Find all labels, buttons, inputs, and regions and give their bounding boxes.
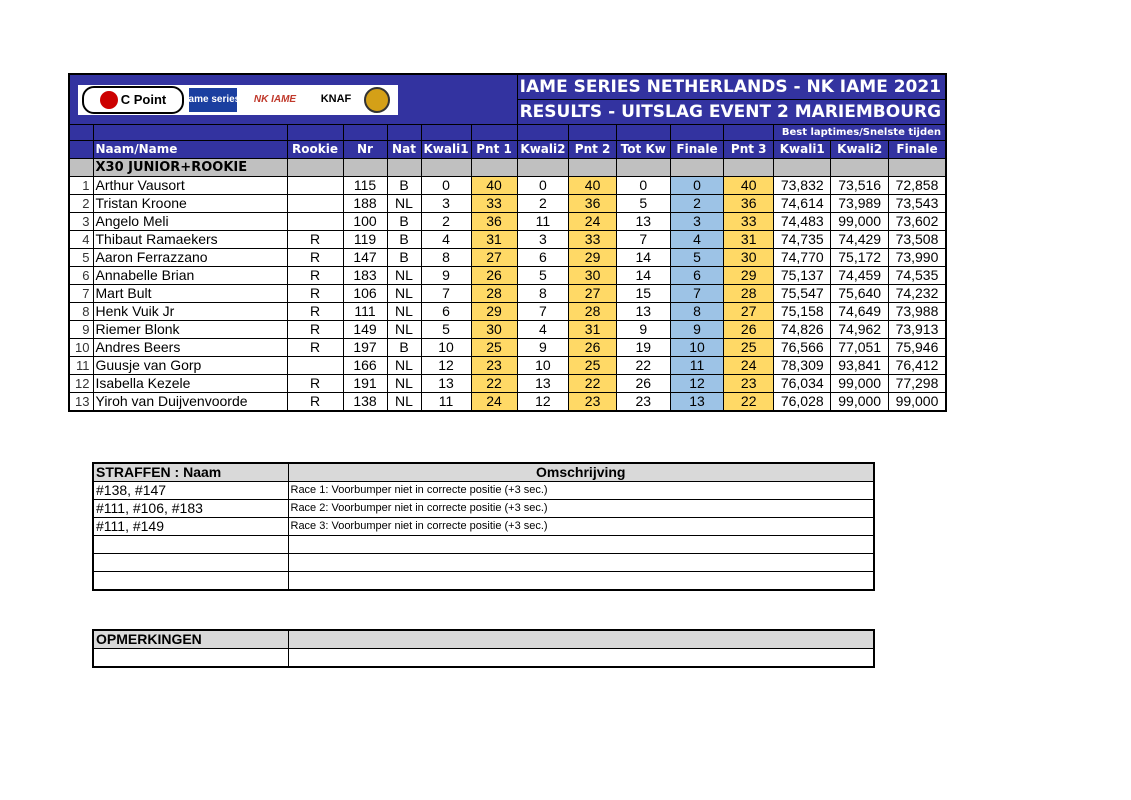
cell-pos: 5 <box>69 249 93 267</box>
cell-rookie <box>287 357 343 375</box>
cell-pos: 3 <box>69 213 93 231</box>
penalty-row <box>93 482 874 500</box>
cell-tot-kw: 14 <box>616 249 670 267</box>
cell-best-kwali2: 99,000 <box>831 375 888 393</box>
cell-nat: NL <box>387 285 421 303</box>
cell-best-finale: 73,602 <box>888 213 946 231</box>
cell-name: Isabella Kezele <box>93 375 287 393</box>
cell-kwali2: 7 <box>517 303 569 321</box>
penalty-name <box>93 554 288 572</box>
cell-best-kwali1: 75,158 <box>774 303 831 321</box>
cell-best-kwali2: 74,459 <box>831 267 888 285</box>
col-kwali1: Kwali1 <box>421 141 471 159</box>
nk-iame-logo: NK IAME <box>253 94 297 105</box>
cell-nr: 183 <box>343 267 387 285</box>
title-line-2: RESULTS - UITSLAG EVENT 2 MARIEMBOURG <box>517 100 946 125</box>
cell-tot-kw: 0 <box>616 177 670 195</box>
category-row <box>69 159 946 177</box>
cell-nr: 100 <box>343 213 387 231</box>
cell-rookie: R <box>287 249 343 267</box>
cell-rookie: R <box>287 339 343 357</box>
title-line-1: IAME SERIES NETHERLANDS - NK IAME 2021 <box>517 74 946 100</box>
result-row <box>69 357 946 375</box>
cell-finale: 6 <box>670 267 724 285</box>
cell-kwali2: 9 <box>517 339 569 357</box>
cell-finale: 2 <box>670 195 724 213</box>
cell-kwali2: 5 <box>517 267 569 285</box>
cell-pos: 9 <box>69 321 93 339</box>
cell-best-kwali1: 75,547 <box>774 285 831 303</box>
cell-pnt2: 40 <box>569 177 617 195</box>
cell-name: Tristan Kroone <box>93 195 287 213</box>
cell-pnt1: 24 <box>471 393 517 412</box>
cell-best-kwali2: 93,841 <box>831 357 888 375</box>
iame-series-logo: iame series <box>189 88 237 112</box>
cell-best-finale: 74,535 <box>888 267 946 285</box>
cell-nat: NL <box>387 303 421 321</box>
cell-nr: 191 <box>343 375 387 393</box>
cell-best-kwali2: 73,989 <box>831 195 888 213</box>
cell-pnt1: 36 <box>471 213 517 231</box>
cell-nat: B <box>387 231 421 249</box>
penalty-name: #111, #149 <box>93 518 288 536</box>
cell-pnt1: 22 <box>471 375 517 393</box>
cell-nat: NL <box>387 321 421 339</box>
cell-kwali1: 9 <box>421 267 471 285</box>
cell-best-kwali2: 75,640 <box>831 285 888 303</box>
cell-pnt1: 23 <box>471 357 517 375</box>
cell-name: Mart Bult <box>93 285 287 303</box>
cell-best-finale: 73,913 <box>888 321 946 339</box>
cell-best-kwali2: 77,051 <box>831 339 888 357</box>
knaf-logo: KNAF <box>320 93 352 105</box>
cell-best-finale: 99,000 <box>888 393 946 412</box>
cell-kwali1: 13 <box>421 375 471 393</box>
cell-tot-kw: 19 <box>616 339 670 357</box>
cell-nat: B <box>387 339 421 357</box>
penalty-row <box>93 554 874 572</box>
cell-nat: NL <box>387 375 421 393</box>
cell-best-finale: 73,988 <box>888 303 946 321</box>
cell-finale: 7 <box>670 285 724 303</box>
cell-pnt1: 27 <box>471 249 517 267</box>
cell-tot-kw: 26 <box>616 375 670 393</box>
col-nat: Nat <box>387 141 421 159</box>
cell-finale: 3 <box>670 213 724 231</box>
cell-nr: 138 <box>343 393 387 412</box>
cell-nat: NL <box>387 267 421 285</box>
cell-pnt3: 28 <box>724 285 774 303</box>
penalty-name: #138, #147 <box>93 482 288 500</box>
cell-pnt1: 26 <box>471 267 517 285</box>
penalties-name-header: STRAFFEN : Naam <box>93 463 288 482</box>
cell-kwali2: 10 <box>517 357 569 375</box>
cell-name: Guusje van Gorp <box>93 357 287 375</box>
penalty-name <box>93 572 288 591</box>
column-header-row <box>69 141 946 159</box>
result-row <box>69 267 946 285</box>
cell-kwali1: 3 <box>421 195 471 213</box>
result-row <box>69 213 946 231</box>
cell-best-finale: 73,508 <box>888 231 946 249</box>
cell-finale: 10 <box>670 339 724 357</box>
cell-rookie: R <box>287 231 343 249</box>
cell-pnt2: 33 <box>569 231 617 249</box>
col-pnt3: Pnt 3 <box>724 141 774 159</box>
result-row <box>69 195 946 213</box>
penalty-name: #111, #106, #183 <box>93 500 288 518</box>
result-rows <box>69 177 946 412</box>
cell-pos: 4 <box>69 231 93 249</box>
cell-pnt1: 29 <box>471 303 517 321</box>
remarks-header-row <box>93 630 874 649</box>
cell-name: Angelo Meli <box>93 213 287 231</box>
penalties-header-row <box>93 463 874 482</box>
cell-nr: 106 <box>343 285 387 303</box>
penalty-description <box>288 554 874 572</box>
cell-kwali1: 5 <box>421 321 471 339</box>
cell-kwali1: 12 <box>421 357 471 375</box>
cell-kwali2: 13 <box>517 375 569 393</box>
cell-nat: B <box>387 249 421 267</box>
cell-nr: 197 <box>343 339 387 357</box>
cell-nat: NL <box>387 195 421 213</box>
cell-tot-kw: 23 <box>616 393 670 412</box>
cell-kwali2: 0 <box>517 177 569 195</box>
penalty-row <box>93 518 874 536</box>
result-row <box>69 177 946 195</box>
cell-best-kwali2: 99,000 <box>831 393 888 412</box>
cell-pnt1: 25 <box>471 339 517 357</box>
col-pnt1: Pnt 1 <box>471 141 517 159</box>
penalty-row <box>93 500 874 518</box>
col-best-kwali2: Kwali2 <box>831 141 888 159</box>
cell-pnt2: 36 <box>569 195 617 213</box>
cell-kwali2: 2 <box>517 195 569 213</box>
col-kwali2: Kwali2 <box>517 141 569 159</box>
penalty-description: Race 2: Voorbumper niet in correcte positie (+3 sec.) <box>288 500 874 518</box>
cell-tot-kw: 9 <box>616 321 670 339</box>
remarks-header: OPMERKINGEN <box>93 630 288 649</box>
penalty-rows <box>93 482 874 591</box>
result-row <box>69 375 946 393</box>
cell-pnt2: 27 <box>569 285 617 303</box>
cell-rookie: R <box>287 303 343 321</box>
cell-best-finale: 75,946 <box>888 339 946 357</box>
result-row <box>69 231 946 249</box>
cell-tot-kw: 5 <box>616 195 670 213</box>
cell-pnt1: 31 <box>471 231 517 249</box>
logo-area <box>69 74 517 125</box>
cell-nr: 115 <box>343 177 387 195</box>
cpoint-logo: C Point <box>82 86 184 114</box>
penalty-row <box>93 572 874 591</box>
cell-pnt3: 29 <box>724 267 774 285</box>
remarks-row <box>93 649 874 668</box>
header-spacer-row <box>69 125 946 141</box>
cell-rookie <box>287 195 343 213</box>
cell-finale: 11 <box>670 357 724 375</box>
cell-kwali2: 3 <box>517 231 569 249</box>
cell-pnt2: 30 <box>569 267 617 285</box>
cell-tot-kw: 14 <box>616 267 670 285</box>
cell-kwali1: 2 <box>421 213 471 231</box>
cell-best-finale: 74,232 <box>888 285 946 303</box>
best-laptimes-label: Best laptimes/Snelste tijden <box>774 125 947 141</box>
cell-pnt3: 25 <box>724 339 774 357</box>
cell-best-kwali1: 76,028 <box>774 393 831 412</box>
cell-pnt3: 27 <box>724 303 774 321</box>
cell-best-kwali1: 76,566 <box>774 339 831 357</box>
cell-nat: NL <box>387 393 421 412</box>
col-nr: Nr <box>343 141 387 159</box>
cell-rookie <box>287 213 343 231</box>
cell-pos: 6 <box>69 267 93 285</box>
cell-best-finale: 77,298 <box>888 375 946 393</box>
crest-logo <box>364 87 390 113</box>
category-label: X30 JUNIOR+ROOKIE <box>93 159 287 177</box>
penalty-description <box>288 572 874 591</box>
cell-pnt2: 26 <box>569 339 617 357</box>
cell-best-kwali1: 74,770 <box>774 249 831 267</box>
cell-pnt1: 40 <box>471 177 517 195</box>
cell-pnt3: 40 <box>724 177 774 195</box>
penalties-table <box>92 462 875 591</box>
cell-name: Aaron Ferrazzano <box>93 249 287 267</box>
cell-nat: B <box>387 213 421 231</box>
cell-kwali1: 8 <box>421 249 471 267</box>
cell-pnt3: 30 <box>724 249 774 267</box>
cell-pnt2: 23 <box>569 393 617 412</box>
cell-best-finale: 72,858 <box>888 177 946 195</box>
penalty-description <box>288 536 874 554</box>
cell-name: Annabelle Brian <box>93 267 287 285</box>
cell-name: Yiroh van Duijvenvoorde <box>93 393 287 412</box>
cell-best-kwali2: 99,000 <box>831 213 888 231</box>
col-rookie: Rookie <box>287 141 343 159</box>
cell-best-kwali1: 76,034 <box>774 375 831 393</box>
cell-finale: 0 <box>670 177 724 195</box>
cell-kwali1: 0 <box>421 177 471 195</box>
cell-best-kwali2: 74,649 <box>831 303 888 321</box>
cell-best-kwali1: 74,483 <box>774 213 831 231</box>
cell-kwali1: 10 <box>421 339 471 357</box>
cell-pnt2: 22 <box>569 375 617 393</box>
result-row <box>69 285 946 303</box>
cell-pos: 2 <box>69 195 93 213</box>
cell-best-finale: 73,990 <box>888 249 946 267</box>
cell-nr: 111 <box>343 303 387 321</box>
cell-kwali2: 12 <box>517 393 569 412</box>
cell-best-kwali1: 74,826 <box>774 321 831 339</box>
cell-best-kwali2: 74,962 <box>831 321 888 339</box>
cell-pnt3: 24 <box>724 357 774 375</box>
cell-kwali2: 8 <box>517 285 569 303</box>
cell-rookie <box>287 177 343 195</box>
cell-pos: 12 <box>69 375 93 393</box>
cell-best-finale: 76,412 <box>888 357 946 375</box>
col-tot-kw: Tot Kw <box>616 141 670 159</box>
cell-finale: 4 <box>670 231 724 249</box>
remarks-table <box>92 629 875 668</box>
cell-tot-kw: 13 <box>616 303 670 321</box>
col-best-kwali1: Kwali1 <box>774 141 831 159</box>
cell-finale: 13 <box>670 393 724 412</box>
cell-pnt1: 33 <box>471 195 517 213</box>
cell-best-kwali2: 75,172 <box>831 249 888 267</box>
cell-nr: 188 <box>343 195 387 213</box>
cell-pos: 1 <box>69 177 93 195</box>
cell-pnt3: 26 <box>724 321 774 339</box>
col-best-finale: Finale <box>888 141 946 159</box>
cell-pnt2: 29 <box>569 249 617 267</box>
result-row <box>69 339 946 357</box>
cell-tot-kw: 22 <box>616 357 670 375</box>
cell-pnt2: 31 <box>569 321 617 339</box>
cell-pos: 13 <box>69 393 93 412</box>
cell-kwali2: 6 <box>517 249 569 267</box>
cell-finale: 5 <box>670 249 724 267</box>
cell-nr: 149 <box>343 321 387 339</box>
cell-pnt3: 23 <box>724 375 774 393</box>
result-row <box>69 321 946 339</box>
col-finale: Finale <box>670 141 724 159</box>
cell-nr: 147 <box>343 249 387 267</box>
penalty-description: Race 3: Voorbumper niet in correcte positie (+3 sec.) <box>288 518 874 536</box>
cell-name: Henk Vuik Jr <box>93 303 287 321</box>
penalty-name <box>93 536 288 554</box>
cell-pnt2: 24 <box>569 213 617 231</box>
cell-best-kwali2: 73,516 <box>831 177 888 195</box>
cell-nat: B <box>387 177 421 195</box>
cell-finale: 9 <box>670 321 724 339</box>
penalties-desc-header: Omschrijving <box>288 463 874 482</box>
cell-pnt3: 36 <box>724 195 774 213</box>
cell-best-kwali1: 74,614 <box>774 195 831 213</box>
cell-name: Andres Beers <box>93 339 287 357</box>
cell-pnt1: 30 <box>471 321 517 339</box>
cell-pnt2: 25 <box>569 357 617 375</box>
result-row <box>69 249 946 267</box>
cell-nr: 166 <box>343 357 387 375</box>
cell-name: Arthur Vausort <box>93 177 287 195</box>
col-name: Naam/Name <box>93 141 287 159</box>
result-row <box>69 303 946 321</box>
cell-pos: 10 <box>69 339 93 357</box>
penalty-description: Race 1: Voorbumper niet in correcte positie (+3 sec.) <box>288 482 874 500</box>
cell-pos: 8 <box>69 303 93 321</box>
results-table <box>68 73 947 412</box>
cell-best-kwali1: 75,137 <box>774 267 831 285</box>
col-pnt2: Pnt 2 <box>569 141 617 159</box>
cell-kwali1: 4 <box>421 231 471 249</box>
cell-name: Riemer Blonk <box>93 321 287 339</box>
cell-rookie: R <box>287 375 343 393</box>
cell-tot-kw: 15 <box>616 285 670 303</box>
cell-pos: 11 <box>69 357 93 375</box>
cell-pnt3: 33 <box>724 213 774 231</box>
cell-best-kwali1: 73,832 <box>774 177 831 195</box>
cell-kwali2: 11 <box>517 213 569 231</box>
cell-tot-kw: 7 <box>616 231 670 249</box>
cell-pnt3: 31 <box>724 231 774 249</box>
cell-rookie: R <box>287 267 343 285</box>
cell-nat: NL <box>387 357 421 375</box>
cell-best-kwali2: 74,429 <box>831 231 888 249</box>
cell-best-finale: 73,543 <box>888 195 946 213</box>
cell-rookie: R <box>287 393 343 412</box>
cell-nr: 119 <box>343 231 387 249</box>
cell-tot-kw: 13 <box>616 213 670 231</box>
cell-name: Thibaut Ramaekers <box>93 231 287 249</box>
cell-kwali2: 4 <box>517 321 569 339</box>
cell-pnt2: 28 <box>569 303 617 321</box>
cell-best-kwali1: 74,735 <box>774 231 831 249</box>
cell-rookie: R <box>287 321 343 339</box>
cell-best-kwali1: 78,309 <box>774 357 831 375</box>
cell-pnt1: 28 <box>471 285 517 303</box>
sponsor-logos <box>78 85 398 115</box>
cell-kwali1: 7 <box>421 285 471 303</box>
penalty-row <box>93 536 874 554</box>
cell-rookie: R <box>287 285 343 303</box>
cell-finale: 8 <box>670 303 724 321</box>
cell-kwali1: 11 <box>421 393 471 412</box>
cell-finale: 12 <box>670 375 724 393</box>
result-row <box>69 393 946 412</box>
cell-pnt3: 22 <box>724 393 774 412</box>
cell-kwali1: 6 <box>421 303 471 321</box>
cell-pos: 7 <box>69 285 93 303</box>
